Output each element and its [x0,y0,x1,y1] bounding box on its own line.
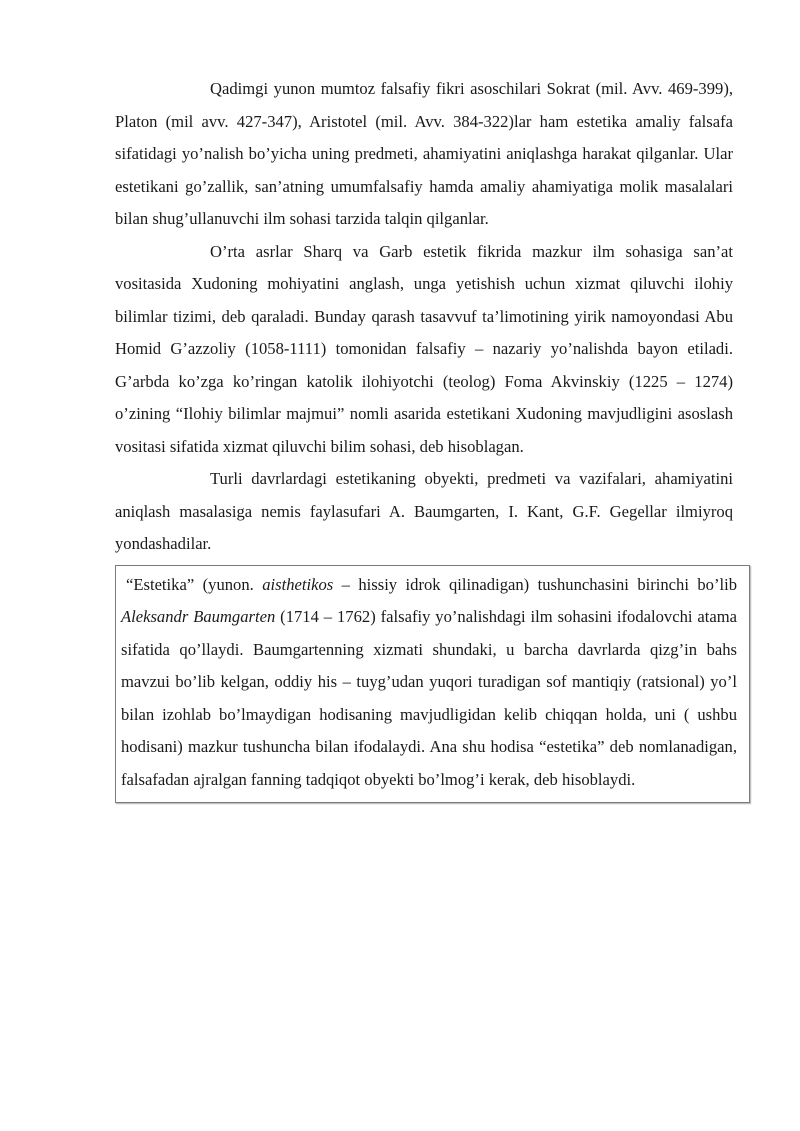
document-page [115,73,738,803]
paragraph-ancient-greek: Qadimgi yunon mumtoz falsafiy fikri asoschilari Sokrat (mil. Avv. 469-399), Platon (mil avv. 427-347), Aristotel (mil. Avv. 384-322)lar ham estetika amaliy falsafa sifatidagi yo’nalish bo’yicha uning predmeti, ahamiyatini aniqlashga harakat qilganlar. Ular estetikani go’zallik, san’atning umumfalsafiy hamda amaliy ahamiyatiga molik masalalari bilan shug’ullanuvchi ilm sohasi tarzida talqin qilganlar. [115,79,733,228]
callout-text-part1: “Estetika” (yunon. [126,574,263,594]
definition-callout-box [115,565,750,804]
callout-greek-term: aisthetikos [262,574,334,594]
callout-text [121,569,737,797]
callout-person-name: Aleksandr Baumgarten [121,607,276,626]
paragraph-german-philosophers: Turli davrlardagi estetikaning obyekti, predmeti va vazifalari, ahamiyatini aniqlash masalasiga nemis faylasufari A. Baumgarten, I. Kant, G.F. Gegellar ilmiyroq yondashadilar. [115,469,733,553]
paragraph-middle-ages: O’rta asrlar Sharq va Garb estetik fikrida mazkur ilm sohasiga san’at vositasida Xudoning mohiyatini anglash, unga yetishish uchun xizmat qiluvchi ilohiy bilimlar tizimi, deb qaraladi. Bunday qarash tasavvuf ta’limotining yirik namoyondasi Abu Homid G’azzoliy (1058-1111) tomonidan falsafiy – nazariy yo’nalishda bayon etiladi. G’arbda ko’zga ko’ringan katolik ilohiyotchi (teolog) Foma Akvinskiy (1225 – 1274) o’zining “Ilohiy bilimlar majmui” nomli asarida estetikani Xudoning mavjudligini asoslash vositasi sifatida xizmat qiluvchi bilim sohasi, deb hisoblagan. [115,241,733,456]
callout-text-part2: – hissiy idrok qilinadigan) tushunchasini birinchi bo’lib [333,574,738,594]
callout-text-part3: (1714 – 1762) falsafiy yo’nalishdagi ilm sohasini ifodalovchi atama sifatida qo’llaydi. Baumgartenning xizmati shundaki, u barcha davrlarda qizg’in bahs mavzui bo’lib kelgan, oddiy his – tuyg’udan yuqori turadigan sof mantiqiy (ratsional) yo’l bilan izohlab bo’lmaydigan hodisaning mavjudligidan kelib chiqqan holda, uni ( ushbu hodisani) mazkur tushuncha bilan ifodalaydi. Ana shu hodisa “estetika” deb nomlanadigan, falsafadan ajralgan fanning tadqiqot obyekti bo’lmog’i kerak, deb hisoblaydi. [121,607,738,789]
